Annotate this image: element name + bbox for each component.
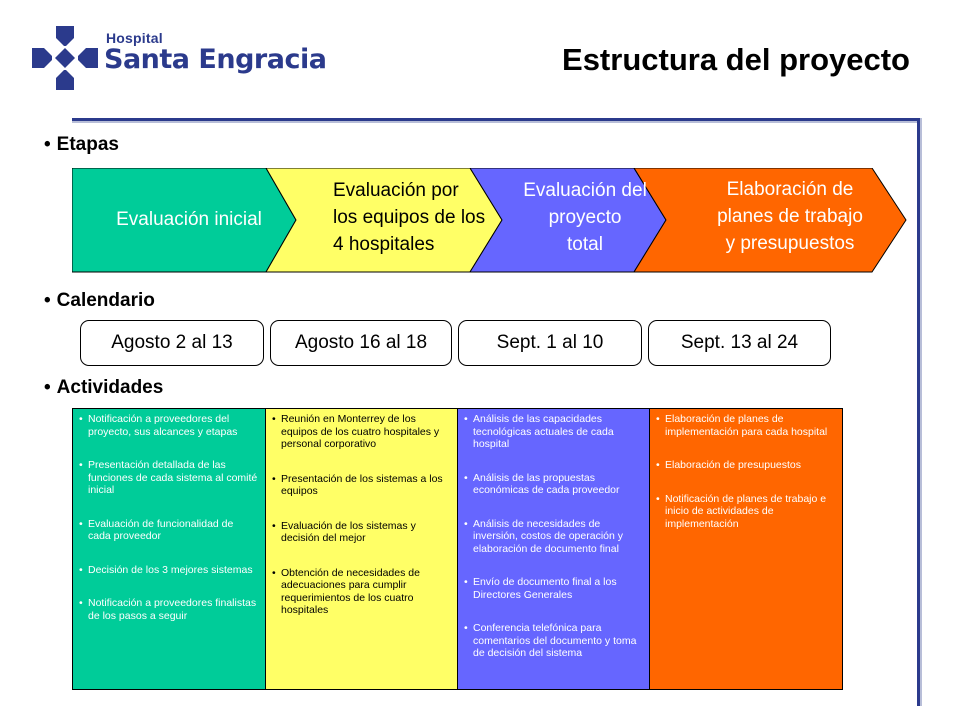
activity-item: • Envío de documento final a los Directores Generales bbox=[464, 576, 643, 601]
activity-item: • Análisis de las propuestas económicas de cada proveedor bbox=[464, 472, 643, 497]
activity-item: • Obtención de necesidades de adecuaciones para cumplir requerimientos de los cuatro hospitales bbox=[272, 567, 451, 617]
activity-item: • Notificación a proveedores finalistas de los pasos a seguir bbox=[79, 597, 259, 622]
frame-top-line bbox=[72, 118, 920, 121]
section-etapas-label: Etapas bbox=[56, 134, 119, 155]
activity-item: • Presentación detallada de las funciones de cada sistema al comité inicial bbox=[79, 459, 259, 497]
logo-name-text: Santa Engracia bbox=[104, 44, 327, 75]
activities-column-2 bbox=[265, 408, 458, 690]
stage-3-text bbox=[500, 177, 670, 258]
activity-item: • Análisis de necesidades de inversión, costos de operación y elaboración de documento final bbox=[464, 518, 643, 556]
calendar-pill-3: Sept. 1 al 10 bbox=[458, 320, 642, 366]
section-etapas: • Etapas bbox=[44, 134, 119, 155]
stage-2-line-3: 4 hospitales bbox=[333, 234, 435, 255]
stage-1-text bbox=[72, 206, 306, 233]
activity-item: • Análisis de las capacidades tecnológicas actuales de cada hospital bbox=[464, 413, 643, 451]
activities-column-1 bbox=[72, 408, 266, 690]
activity-item: • Evaluación de funcionalidad de cada proveedor bbox=[79, 518, 259, 543]
stage-4-line-2: planes de trabajo bbox=[717, 206, 863, 227]
activity-item: • Notificación de planes de trabajo e inicio de actividades de implementación bbox=[656, 493, 836, 531]
activity-item: • Evaluación de los sistemas y decisión del mejor bbox=[272, 520, 451, 545]
activity-item: • Decisión de los 3 mejores sistemas bbox=[79, 564, 259, 577]
stage-2-line-1: Evaluación por bbox=[333, 180, 459, 201]
stage-1-line-1: Evaluación inicial bbox=[116, 209, 262, 230]
calendar-pill-2: Agosto 16 al 18 bbox=[270, 320, 452, 366]
page-title: Estructura del proyecto bbox=[562, 42, 910, 77]
stage-4-line-1: Elaboración de bbox=[726, 179, 854, 200]
frame-right-line bbox=[917, 118, 920, 706]
stage-4-line-3: y presupuestos bbox=[725, 233, 855, 254]
stage-2-line-2: los equipos de los bbox=[333, 207, 486, 228]
section-calendario-label: Calendario bbox=[56, 290, 155, 311]
section-actividades-label: Actividades bbox=[56, 377, 164, 398]
activities-column-3 bbox=[457, 408, 650, 690]
activity-item: • Reunión en Monterrey de los equipos de los cuatro hospitales y personal corporativo bbox=[272, 413, 451, 451]
stage-3-line-2: proyecto bbox=[548, 207, 622, 228]
activity-item: • Conferencia telefónica para comentarios del documento y toma de decisión del sistema bbox=[464, 622, 643, 660]
activity-item: • Elaboración de presupuestos bbox=[656, 459, 836, 472]
stage-3-line-3: total bbox=[567, 234, 603, 255]
section-calendario: • Calendario bbox=[44, 290, 155, 311]
activity-item: • Notificación a proveedores del proyecto, sus alcances y etapas bbox=[79, 413, 259, 438]
activity-item: • Presentación de los sistemas a los equipos bbox=[272, 473, 451, 498]
activity-item: • Elaboración de planes de implementación para cada hospital bbox=[656, 413, 836, 438]
calendar-pill-4: Sept. 13 al 24 bbox=[648, 320, 831, 366]
section-actividades: • Actividades bbox=[44, 377, 164, 398]
calendar-pill-1: Agosto 2 al 13 bbox=[80, 320, 264, 366]
stage-3-line-1: Evaluación del bbox=[523, 180, 647, 201]
hospital-cross-logo bbox=[30, 24, 100, 92]
stage-4-text bbox=[688, 176, 892, 257]
logo-hospital-text: Hospital bbox=[106, 30, 163, 46]
activities-column-4 bbox=[649, 408, 843, 690]
